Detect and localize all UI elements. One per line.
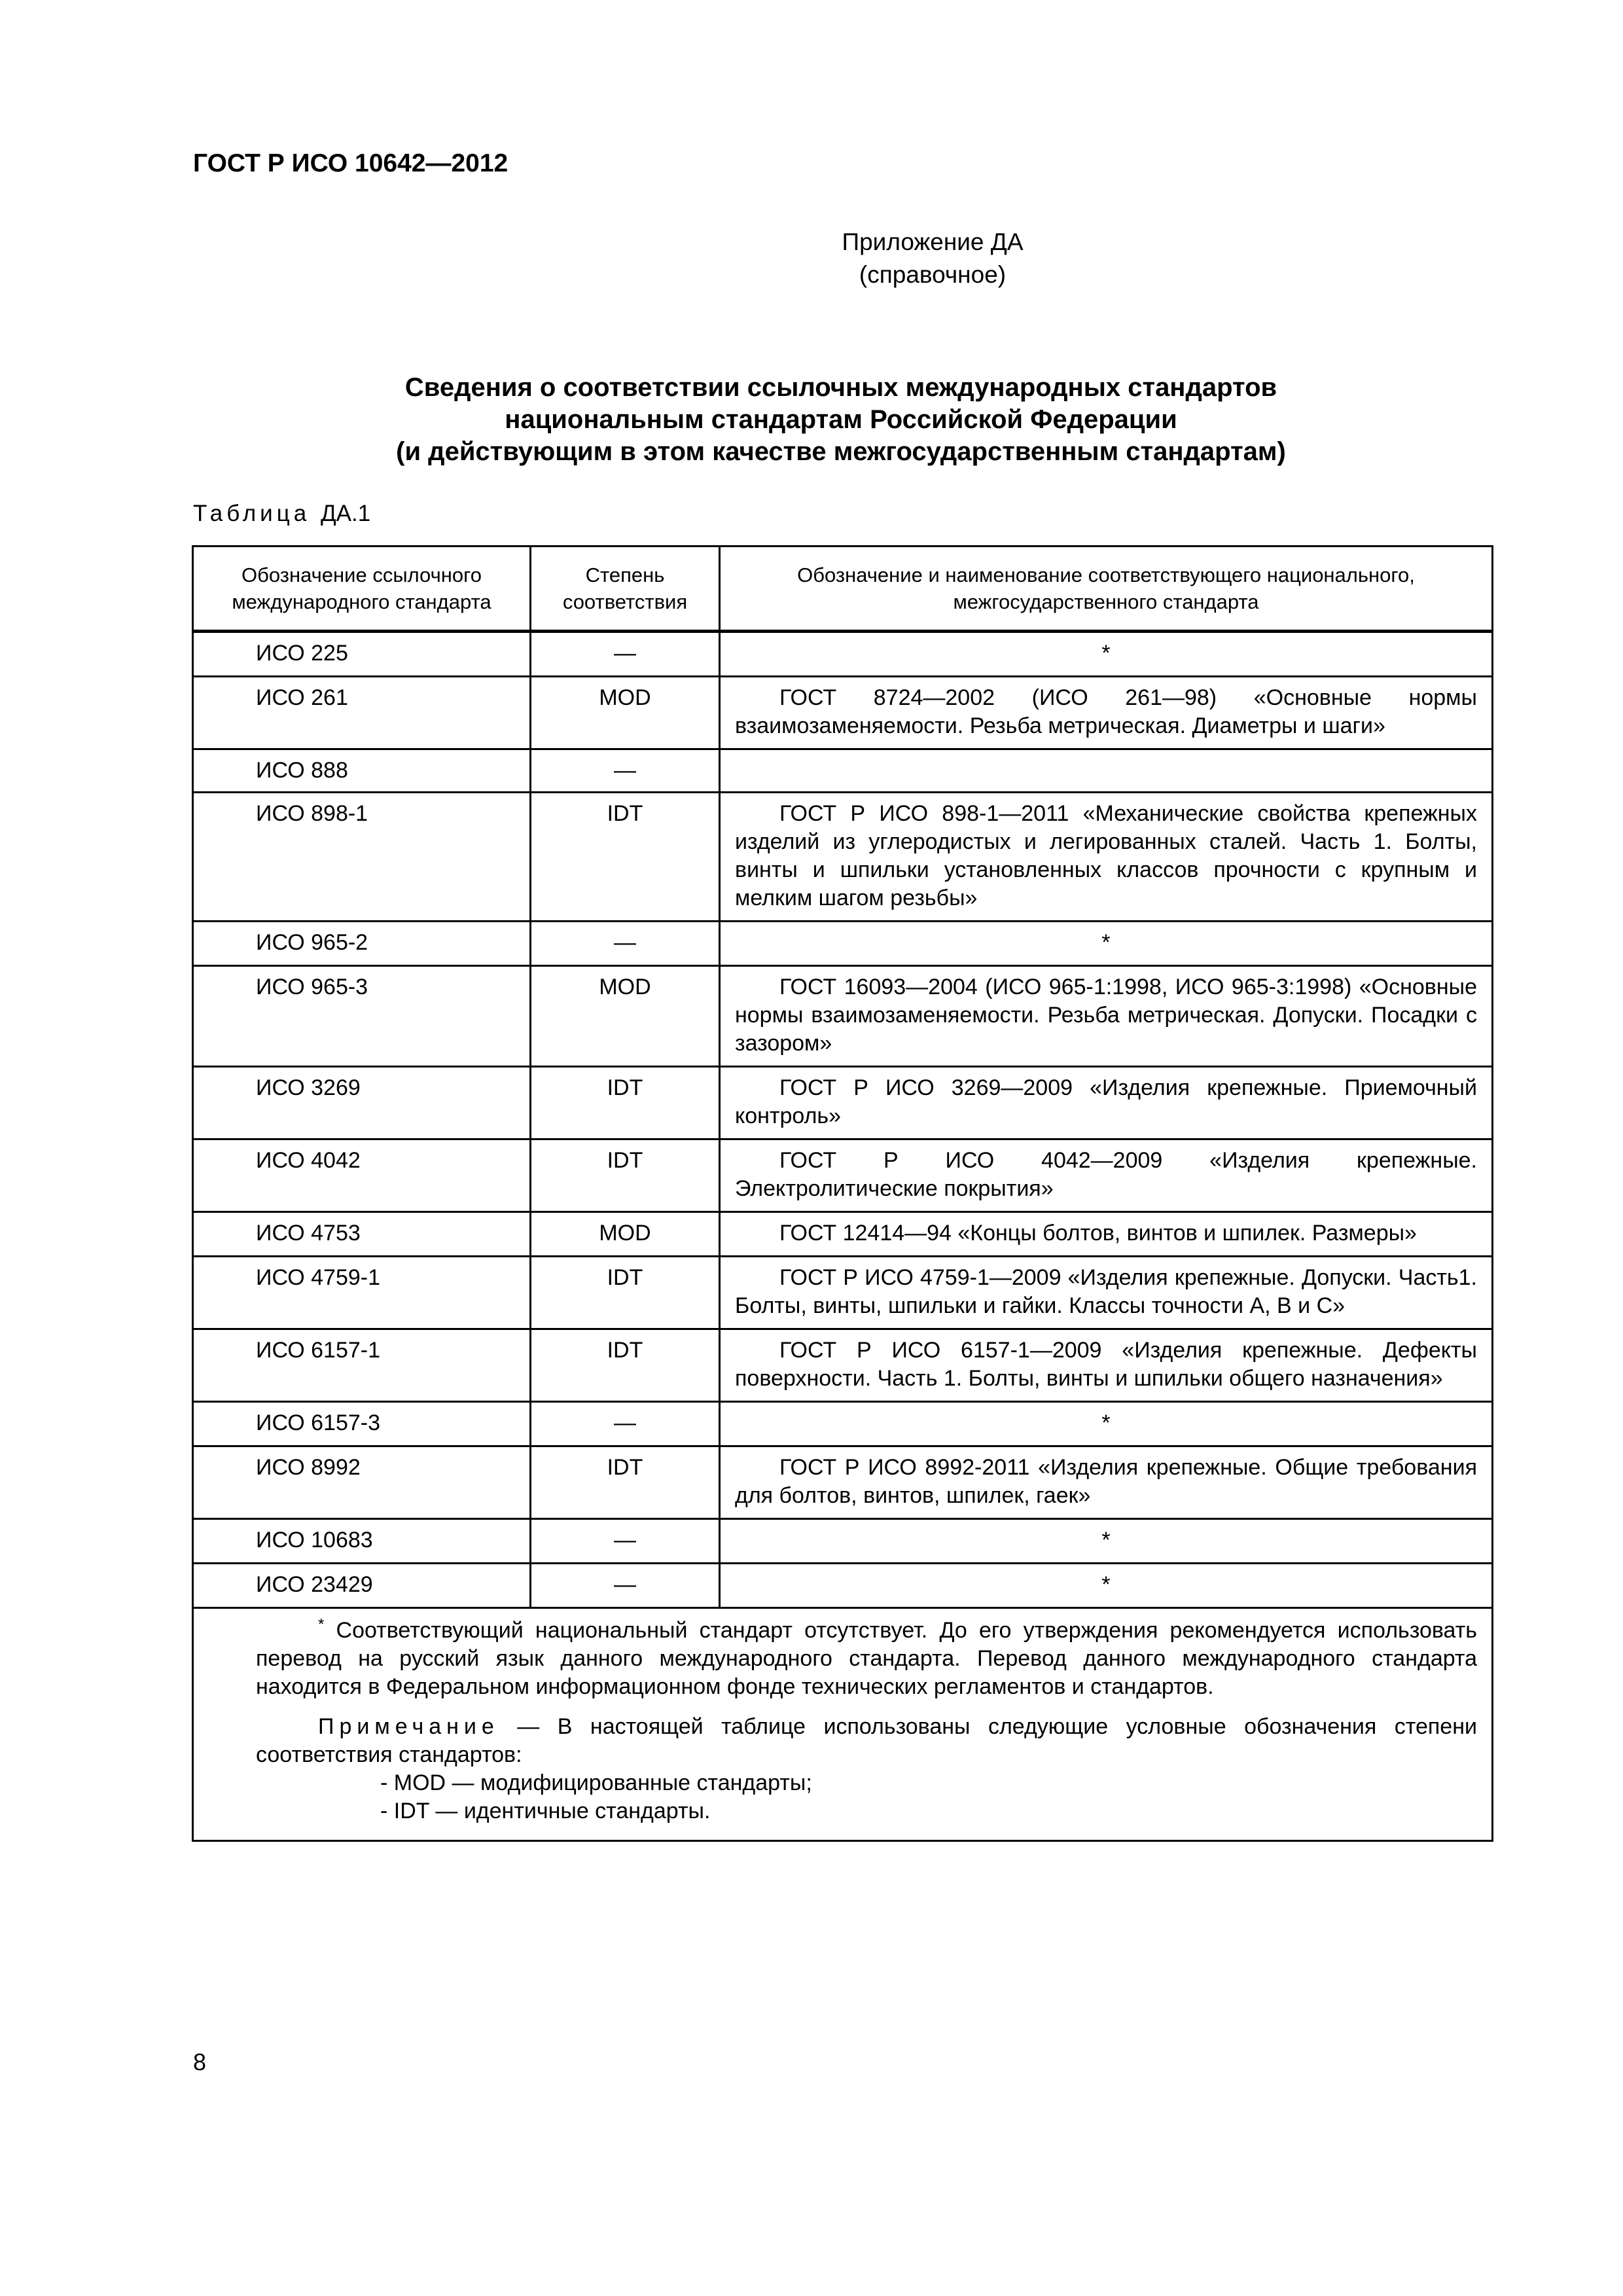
appendix-heading bbox=[0, 226, 1623, 291]
reference-standard-cell: ИСО 965-2 bbox=[193, 922, 531, 966]
degree-cell: IDT bbox=[531, 1329, 720, 1402]
national-standard-text: ГОСТ 12414—94 «Концы болтов, винтов и шпилек. Размеры» bbox=[779, 1221, 1417, 1246]
national-standard-text: ГОСТ 8724—2002 (ИСО 261—98) «Основные нормы взаимозаменяемости. Резьба метрическая. Диаметры и шаги» bbox=[735, 685, 1477, 738]
national-standard-text: ГОСТ Р ИСО 6157-1—2009 «Изделия крепежные. Дефекты поверхности. Часть 1. Болты, винты и шпильки общего назначения» bbox=[735, 1338, 1477, 1391]
national-standard-text: ГОСТ Р ИСО 3269—2009 «Изделия крепежные. Приемочный контроль» bbox=[735, 1075, 1477, 1128]
appendix-type: (справочное) bbox=[859, 261, 1007, 288]
table-label-number: ДА.1 bbox=[320, 501, 371, 526]
reference-standard-cell: ИСО 261 bbox=[193, 677, 531, 749]
table-footnote bbox=[193, 1608, 1493, 1841]
national-standard-text: ГОСТ Р ИСО 4759-1—2009 «Изделия крепежные. Допуски. Часть1. Болты, винты, шпильки и гайки. Классы точности А, В и С» bbox=[735, 1265, 1477, 1318]
table-row bbox=[193, 922, 1493, 966]
note-label: Примечание bbox=[318, 1714, 499, 1739]
national-standard-text: ГОСТ Р ИСО 8992-2011 «Изделия крепежные. Общие требования для болтов, винтов, шпилек, гаек» bbox=[735, 1455, 1477, 1508]
reference-standard-cell: ИСО 6157-1 bbox=[193, 1329, 531, 1402]
note-item-mod: - MOD — модифицированные стандарты; bbox=[380, 1770, 812, 1795]
degree-cell: IDT bbox=[531, 793, 720, 922]
table-row bbox=[193, 1519, 1493, 1564]
degree-cell: IDT bbox=[531, 1446, 720, 1519]
table-row bbox=[193, 966, 1493, 1067]
national-standard-text: ГОСТ Р ИСО 4042—2009 «Изделия крепежные. Электролитические покрытия» bbox=[735, 1148, 1477, 1201]
degree-cell: — bbox=[531, 1519, 720, 1564]
column-header-reference: Обозначение ссылочного международного стандарта bbox=[193, 547, 531, 632]
degree-cell: — bbox=[531, 1402, 720, 1446]
national-standard-text: ГОСТ Р ИСО 898-1—2011 «Механические свойства крепежных изделий из углеродистых и легированных сталей. Часть 1. Болты, винты и шпильки установленных классов прочности с крупным и мелким шагом резьбы» bbox=[735, 801, 1477, 910]
reference-standard-cell: ИСО 4753 bbox=[193, 1212, 531, 1257]
footnote-text: Соответствующий национальный стандарт отсутствует. До его утверждения рекомендуется использовать перевод на русский язык данного международного стандарта. Перевод данного международного стандарта находится в Федеральном информационном фонде технических регламентов и стандартов. bbox=[256, 1618, 1477, 1699]
table-row bbox=[193, 677, 1493, 749]
national-standard-cell: * bbox=[720, 1402, 1493, 1446]
table-row bbox=[193, 1257, 1493, 1329]
table-row bbox=[193, 793, 1493, 922]
table-header-row bbox=[193, 547, 1493, 632]
national-standard-cell bbox=[720, 1139, 1493, 1212]
reference-standard-cell: ИСО 4759-1 bbox=[193, 1257, 531, 1329]
table-row bbox=[193, 1067, 1493, 1139]
national-standard-cell bbox=[720, 677, 1493, 749]
table-label-word: Таблица bbox=[193, 501, 311, 526]
table-label bbox=[193, 501, 370, 527]
reference-standard-cell: ИСО 10683 bbox=[193, 1519, 531, 1564]
column-header-national-standard: Обозначение и наименование соответствующего национального, межгосударственного стандарта bbox=[720, 547, 1493, 632]
degree-cell: MOD bbox=[531, 1212, 720, 1257]
footnote-paragraph bbox=[194, 1617, 1477, 1701]
degree-cell: MOD bbox=[531, 966, 720, 1067]
correspondence-table bbox=[192, 545, 1493, 1842]
reference-standard-cell: ИСО 4042 bbox=[193, 1139, 531, 1212]
table-row bbox=[193, 1139, 1493, 1212]
reference-standard-cell: ИСО 888 bbox=[193, 749, 531, 793]
table-row bbox=[193, 1446, 1493, 1519]
reference-standard-cell: ИСО 965-3 bbox=[193, 966, 531, 1067]
reference-standard-cell: ИСО 6157-3 bbox=[193, 1402, 531, 1446]
degree-cell: IDT bbox=[531, 1067, 720, 1139]
table-body bbox=[193, 632, 1493, 1608]
section-title-line-2: национальным стандартам Российской Федерации bbox=[505, 405, 1177, 434]
national-standard-cell bbox=[720, 1212, 1493, 1257]
national-standard-cell bbox=[720, 1446, 1493, 1519]
degree-cell: IDT bbox=[531, 1139, 720, 1212]
national-standard-cell bbox=[720, 1257, 1493, 1329]
national-standard-cell: * bbox=[720, 1564, 1493, 1608]
national-standard-text: ГОСТ 16093—2004 (ИСО 965-1:1998, ИСО 965-3:1998) «Основные нормы взаимозаменяемости. Резьба метрическая. Допуски. Посадки с зазором» bbox=[735, 975, 1477, 1056]
national-standard-cell: * bbox=[720, 1519, 1493, 1564]
reference-standard-cell: ИСО 3269 bbox=[193, 1067, 531, 1139]
section-title-line-3: (и действующим в этом качестве межгосударственным стандартам) bbox=[396, 437, 1286, 466]
degree-cell: — bbox=[531, 922, 720, 966]
table-row bbox=[193, 1212, 1493, 1257]
degree-cell: MOD bbox=[531, 677, 720, 749]
national-standard-cell bbox=[720, 1329, 1493, 1402]
national-standard-cell bbox=[720, 1067, 1493, 1139]
footnote-star: * bbox=[318, 1615, 325, 1634]
table-footnote-row bbox=[193, 1608, 1493, 1841]
note-item-idt: - IDT — идентичные стандарты. bbox=[380, 1799, 711, 1823]
section-title-line-1: Сведения о соответствии ссылочных международных стандартов bbox=[404, 373, 1277, 402]
reference-standard-cell: ИСО 898-1 bbox=[193, 793, 531, 922]
appendix-title: Приложение ДА bbox=[842, 228, 1024, 255]
page-number: 8 bbox=[193, 2049, 207, 2075]
note-paragraph bbox=[194, 1713, 1477, 1769]
degree-cell: — bbox=[531, 632, 720, 677]
table-row bbox=[193, 749, 1493, 793]
table-row bbox=[193, 1402, 1493, 1446]
national-standard-cell bbox=[720, 966, 1493, 1067]
table-row bbox=[193, 632, 1493, 677]
column-header-degree: Степень соответствия bbox=[531, 547, 720, 632]
section-title bbox=[190, 372, 1492, 468]
table-row bbox=[193, 1329, 1493, 1402]
reference-standard-cell: ИСО 23429 bbox=[193, 1564, 531, 1608]
document-id-header: ГОСТ Р ИСО 10642—2012 bbox=[193, 149, 508, 177]
note-text: — В настоящей таблице использованы следующие условные обозначения степени соответствия стандартов: bbox=[256, 1714, 1477, 1767]
table-row bbox=[193, 1564, 1493, 1608]
national-standard-cell: * bbox=[720, 922, 1493, 966]
national-standard-cell bbox=[720, 749, 1493, 793]
national-standard-cell bbox=[720, 793, 1493, 922]
degree-cell: IDT bbox=[531, 1257, 720, 1329]
reference-standard-cell: ИСО 225 bbox=[193, 632, 531, 677]
national-standard-cell: * bbox=[720, 632, 1493, 677]
degree-cell: — bbox=[531, 749, 720, 793]
degree-cell: — bbox=[531, 1564, 720, 1608]
reference-standard-cell: ИСО 8992 bbox=[193, 1446, 531, 1519]
